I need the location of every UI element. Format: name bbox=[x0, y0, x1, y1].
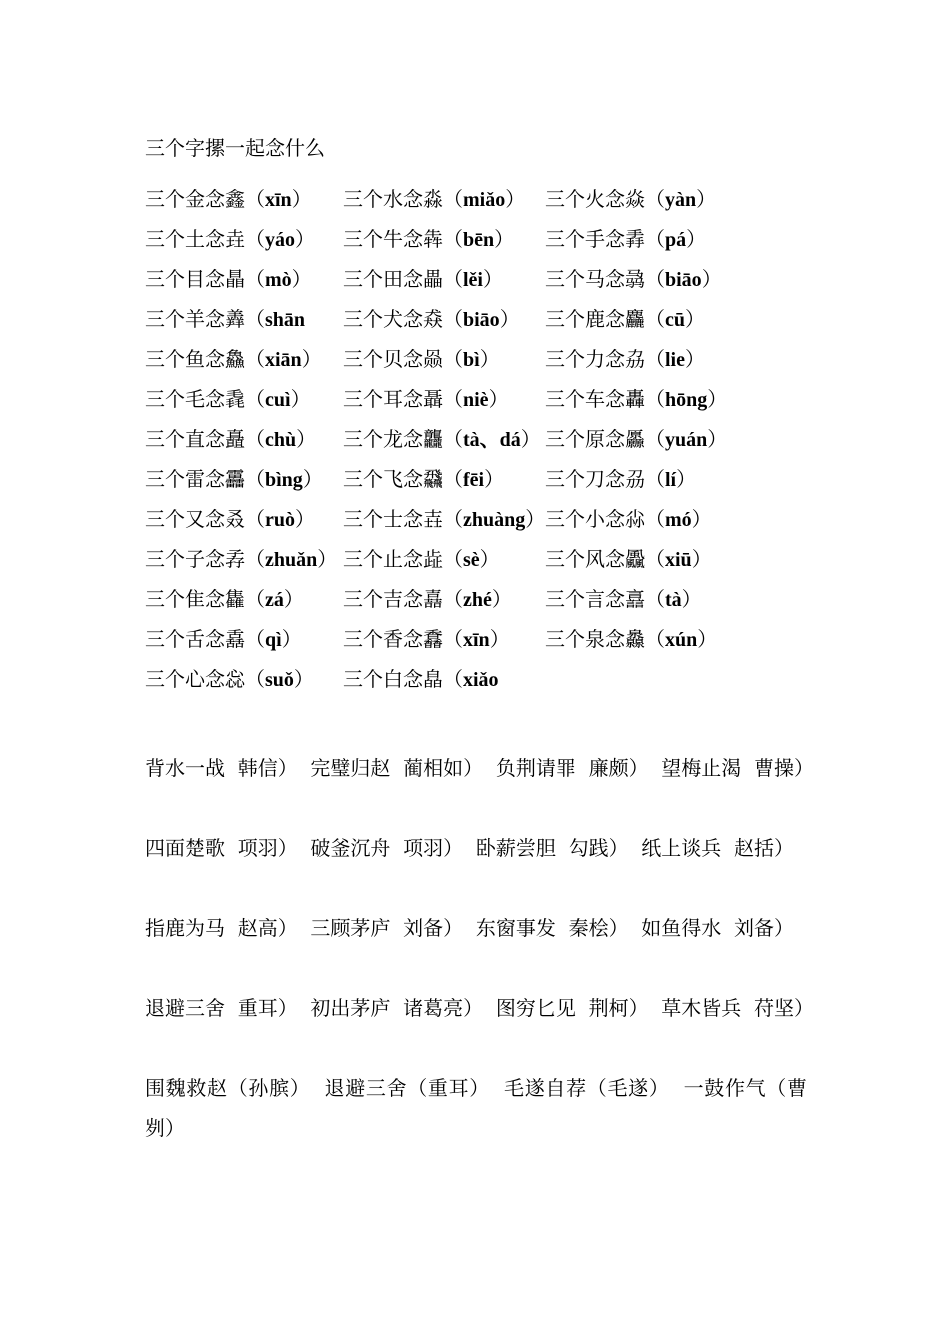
entry-label: 三个毛念毳（ bbox=[145, 387, 265, 411]
pinyin: bìng bbox=[265, 469, 303, 491]
entry-label: 三个原念厵（ bbox=[545, 427, 665, 451]
pinyin: xún bbox=[665, 629, 698, 651]
entry-label: 三个止念歮（ bbox=[343, 547, 463, 571]
character-entry bbox=[545, 185, 716, 214]
closing-paren: ） bbox=[696, 187, 717, 211]
pinyin: ruò bbox=[265, 509, 295, 531]
character-entry bbox=[545, 385, 727, 414]
pinyin: xiān bbox=[265, 349, 302, 371]
closing-paren: ） bbox=[525, 507, 546, 531]
entry-label: 三个飞念飝（ bbox=[343, 467, 463, 491]
pinyin: pá bbox=[665, 229, 687, 251]
closing-paren: ） bbox=[491, 587, 512, 611]
closing-paren: ） bbox=[281, 627, 302, 651]
entry-label: 三个心念惢（ bbox=[145, 667, 265, 691]
character-entry bbox=[343, 185, 525, 214]
entry-label: 三个金念鑫（ bbox=[145, 187, 265, 211]
character-entry bbox=[343, 545, 500, 574]
closing-paren: ） bbox=[494, 227, 515, 251]
closing-paren: ） bbox=[488, 387, 509, 411]
entry-label: 三个隹念雥（ bbox=[145, 587, 265, 611]
closing-paren: ） bbox=[317, 547, 338, 571]
character-entry bbox=[343, 465, 504, 494]
character-entry bbox=[545, 585, 702, 614]
character-entry bbox=[343, 345, 500, 374]
entry-label: 三个手念掱（ bbox=[545, 227, 665, 251]
character-entry bbox=[145, 225, 315, 254]
character-entry bbox=[545, 465, 696, 494]
pinyin: biāo bbox=[463, 309, 500, 331]
character-entry bbox=[545, 505, 712, 534]
pinyin: mò bbox=[265, 269, 292, 291]
character-entry bbox=[343, 265, 503, 294]
pinyin: lěi bbox=[463, 269, 483, 291]
character-entry bbox=[343, 665, 499, 694]
closing-paren: ） bbox=[291, 187, 312, 211]
entry-label: 三个小念尛（ bbox=[545, 507, 665, 531]
character-entry bbox=[145, 585, 304, 614]
closing-paren: ） bbox=[676, 467, 697, 491]
character-entry bbox=[545, 265, 722, 294]
character-entry bbox=[343, 305, 520, 334]
character-entry bbox=[545, 225, 706, 254]
pinyin: zhuàng bbox=[463, 509, 526, 531]
pinyin: yáo bbox=[265, 229, 295, 251]
closing-paren: ） bbox=[499, 307, 520, 331]
pinyin: niè bbox=[463, 389, 489, 411]
entry-label: 三个车念轟（ bbox=[545, 387, 665, 411]
character-entry bbox=[343, 625, 510, 654]
pinyin: shān bbox=[265, 309, 306, 331]
pinyin: biāo bbox=[665, 269, 702, 291]
pinyin: fēi bbox=[463, 469, 485, 491]
closing-paren: ） bbox=[707, 427, 728, 451]
pinyin: yuán bbox=[665, 429, 708, 451]
entry-label: 三个水念淼（ bbox=[343, 187, 463, 211]
closing-paren: ） bbox=[296, 427, 317, 451]
pinyin: lie bbox=[665, 349, 685, 371]
character-entry bbox=[145, 625, 302, 654]
pinyin: chù bbox=[265, 429, 297, 451]
closing-paren: ） bbox=[301, 347, 322, 371]
idiom-paragraph: 围魏救赵（孙膑） 退避三舍（重耳） 毛遂自荐（毛遂） 一鼓作气（曹刿） bbox=[145, 1076, 807, 1140]
closing-paren: ） bbox=[707, 387, 728, 411]
closing-paren: ） bbox=[701, 267, 722, 291]
closing-paren: ） bbox=[483, 267, 503, 291]
pinyin: xiǎo bbox=[463, 669, 499, 691]
entry-label: 三个田念畾（ bbox=[343, 267, 463, 291]
entry-label: 三个吉念嚞（ bbox=[343, 587, 463, 611]
entry-label: 三个言念譶（ bbox=[545, 587, 665, 611]
character-entry bbox=[545, 305, 705, 334]
character-entry bbox=[145, 665, 314, 694]
idiom-paragraph: 指鹿为马 赵高） 三顾茅庐 刘备） 东窗事发 秦桧） 如鱼得水 刘备） bbox=[145, 916, 795, 940]
closing-paren: ） bbox=[691, 507, 712, 531]
entry-label: 三个雷念靐（ bbox=[145, 467, 265, 491]
closing-paren: ） bbox=[685, 307, 705, 331]
entry-label: 三个火念焱（ bbox=[545, 187, 665, 211]
page-title: 三个字摞一起念什么 bbox=[145, 136, 325, 160]
pinyin: xīn bbox=[463, 629, 490, 651]
pinyin: sè bbox=[463, 549, 480, 571]
pinyin: miǎo bbox=[463, 189, 506, 211]
entry-label: 三个耳念聶（ bbox=[343, 387, 463, 411]
character-entry bbox=[545, 345, 705, 374]
entry-label: 三个力念劦（ bbox=[545, 347, 665, 371]
closing-paren: ） bbox=[302, 467, 323, 491]
pinyin: qì bbox=[265, 629, 282, 651]
pinyin: tà、dá bbox=[463, 429, 521, 451]
closing-paren: ） bbox=[290, 387, 311, 411]
entry-label: 三个鹿念麤（ bbox=[545, 307, 665, 331]
entry-label: 三个泉念灥（ bbox=[545, 627, 665, 651]
character-entry bbox=[343, 385, 509, 414]
character-entry bbox=[343, 505, 545, 534]
entry-label: 三个舌念舙（ bbox=[145, 627, 265, 651]
closing-paren: ） bbox=[520, 427, 541, 451]
entry-label: 三个犬念猋（ bbox=[343, 307, 463, 331]
entry-label: 三个风念飍（ bbox=[545, 547, 665, 571]
closing-paren: ） bbox=[479, 347, 500, 371]
closing-paren: ） bbox=[479, 547, 500, 571]
character-entry bbox=[145, 385, 311, 414]
entry-label: 三个土念垚（ bbox=[145, 227, 265, 251]
character-entry bbox=[343, 225, 514, 254]
entry-label: 三个龙念龘（ bbox=[343, 427, 463, 451]
entry-label: 三个香念馫（ bbox=[343, 627, 463, 651]
entry-label: 三个子念孨（ bbox=[145, 547, 265, 571]
closing-paren: ） bbox=[685, 347, 705, 371]
pinyin: lí bbox=[665, 469, 677, 491]
character-entry bbox=[145, 425, 316, 454]
character-entry bbox=[145, 505, 315, 534]
character-entry bbox=[145, 305, 305, 334]
closing-paren: ） bbox=[295, 507, 315, 531]
pinyin: zhuǎn bbox=[265, 549, 318, 571]
entry-label: 三个士念壵（ bbox=[343, 507, 463, 531]
character-entry bbox=[545, 545, 712, 574]
pinyin: xīn bbox=[265, 189, 292, 211]
character-entry bbox=[545, 425, 727, 454]
pinyin: xiū bbox=[665, 549, 692, 571]
character-entry bbox=[145, 265, 312, 294]
character-entry bbox=[343, 585, 512, 614]
closing-paren: ） bbox=[691, 547, 712, 571]
closing-paren: ） bbox=[293, 667, 314, 691]
idiom-paragraph: 四面楚歌 项羽） 破釜沉舟 项羽） 卧薪尝胆 勾践） 纸上谈兵 赵括） bbox=[145, 836, 795, 860]
closing-paren: ） bbox=[505, 187, 526, 211]
closing-paren: ） bbox=[484, 467, 505, 491]
pinyin: zá bbox=[265, 589, 284, 611]
pinyin: cū bbox=[665, 309, 685, 331]
character-entry bbox=[145, 545, 337, 574]
character-entry bbox=[343, 425, 541, 454]
idiom-paragraph: 背水一战 韩信） 完璧归赵 蔺相如） 负荆请罪 廉颇） 望梅止渴 曹操） bbox=[145, 756, 815, 780]
entry-label: 三个直念矗（ bbox=[145, 427, 265, 451]
character-entry bbox=[145, 345, 322, 374]
pinyin: suǒ bbox=[265, 669, 294, 691]
closing-paren: ） bbox=[291, 267, 312, 291]
pinyin: yàn bbox=[665, 189, 697, 211]
pinyin: cuì bbox=[265, 389, 291, 411]
entry-label: 三个贝念赑（ bbox=[343, 347, 463, 371]
entry-label: 三个目念瞐（ bbox=[145, 267, 265, 291]
closing-paren: ） bbox=[686, 227, 707, 251]
entry-label: 三个刀念刕（ bbox=[545, 467, 665, 491]
entry-label: 三个马念骉（ bbox=[545, 267, 665, 291]
character-entry bbox=[545, 625, 717, 654]
closing-paren: ） bbox=[681, 587, 702, 611]
closing-paren: ） bbox=[295, 227, 315, 251]
closing-paren: ） bbox=[489, 627, 510, 651]
character-entry bbox=[145, 465, 323, 494]
pinyin: zhé bbox=[463, 589, 492, 611]
pinyin: hōng bbox=[665, 389, 708, 411]
closing-paren: ） bbox=[697, 627, 718, 651]
entry-label: 三个白念皛（ bbox=[343, 667, 463, 691]
pinyin: bēn bbox=[463, 229, 495, 251]
entry-label: 三个又念叒（ bbox=[145, 507, 265, 531]
character-entry bbox=[145, 185, 312, 214]
pinyin: mó bbox=[665, 509, 692, 531]
idiom-paragraph: 退避三舍 重耳） 初出茅庐 诸葛亮） 图穷匕见 荆柯） 草木皆兵 苻坚） bbox=[145, 996, 815, 1020]
pinyin: bì bbox=[463, 349, 480, 371]
pinyin: tà bbox=[665, 589, 682, 611]
entry-label: 三个牛念犇（ bbox=[343, 227, 463, 251]
entry-label: 三个羊念羴（ bbox=[145, 307, 265, 331]
closing-paren: ） bbox=[283, 587, 304, 611]
entry-label: 三个鱼念鱻（ bbox=[145, 347, 265, 371]
